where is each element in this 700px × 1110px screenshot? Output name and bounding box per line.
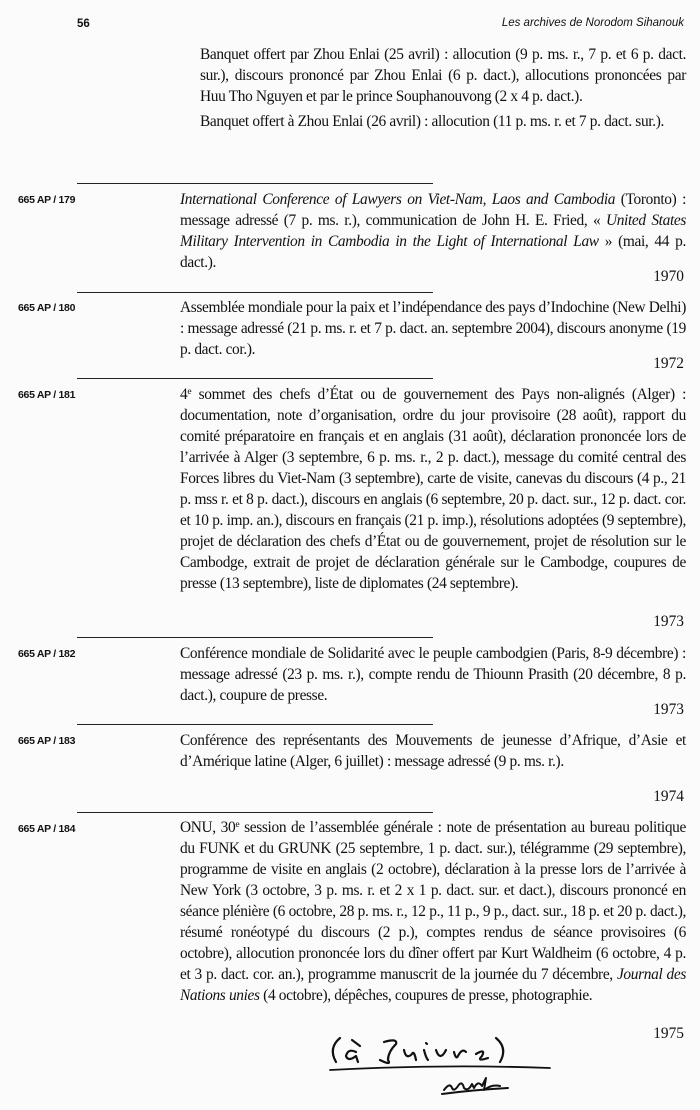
entry-description: 4e sommet des chefs d’État ou de gouvernement des Pays non-alignés (Alger) : documentation, note d’organisation, ordre du jour provisoire (28 août), rapport du comité préparatoire en français et en anglais (31 août), déclaration prononcée lors de l’arrivée à Alger (3 septembre, 6 p. ms. r., 2 p. dact.), message du comité central des Forces libres du Viet-Nam (3 septembre), carte de visite, canevas du discours (4 p., 21 p. mss r. et 8 p. dact.), discours en anglais (6 septembre, 20 p. dact. sur., 12 p. dact. cor. et 10 p. imp. an.), discours en français (21 p. imp.), résolutions adoptées (9 septembre), projet de déclaration des chefs d’État ou de gouvernement, projet de résolution sur le Cambodge, extrait de projet de déclaration générale sur le Cambodge, coupures de presse (13 septembre), liste de diplomates (24 septembre). — [180, 385, 686, 592]
entry-divider — [77, 378, 433, 379]
entry-description: International Conference of Lawyers on Viet-Nam, Laos and Cambodia (Toronto) : message adressé (7 p. ms. r.), communication de John H. E. Fried, « United States Military Intervention in Cambodia in the Light of International Law » (mai, 44 p. dact.). — [180, 191, 687, 271]
continuation-paragraph: Banquet offert à Zhou Enlai (26 avril) : allocution (11 p. ms. r. et 7 p. dact. sur.). — [200, 113, 664, 130]
entry-year: 1972 — [653, 355, 684, 372]
entry-description: Assemblée mondiale pour la paix et l’indépendance des pays d’Indochine (New Delhi) : message adressé (21 p. ms. r. et 7 p. dact. an. septembre 2004), discours anonyme (19 p. dact. cor.). — [180, 299, 686, 358]
entry-divider — [77, 724, 433, 725]
entry-code: 665 AP / 183 — [18, 735, 76, 747]
entry-year: 1973 — [653, 701, 684, 718]
entry-code: 665 AP / 180 — [18, 302, 76, 314]
continuation-paragraph: Banquet offert par Zhou Enlai (25 avril) : allocution (9 p. ms. r., 7 p. et 6 p. dact. sur.), discours prononcé par Zhou Enlai (6 p. dact.), allocutions prononcées par Huu Tho Nguyen et par le prince Souphanouvong (2 x 4 p. dact.). — [200, 46, 686, 105]
entry-divider — [77, 637, 433, 638]
journal-title: Journal des Nations unies — [180, 966, 686, 1004]
entry-divider — [77, 292, 433, 293]
page-number: 56 — [77, 18, 90, 30]
running-title: Les archives de Norodom Sihanouk — [501, 17, 684, 29]
entry-year: 1974 — [653, 788, 684, 805]
entry-code: 665 AP / 182 — [18, 648, 76, 660]
entry-year: 1970 — [653, 268, 684, 285]
entry-description: Conférence des représentants des Mouvements de jeunesse d’Afrique, d’Asie et d’Amérique latine (Alger, 6 juillet) : message adressé (9 p. ms. r.). — [180, 732, 686, 770]
handwritten-annotation — [322, 1030, 562, 1100]
entry-code: 665 AP / 179 — [18, 194, 76, 206]
communication-title: United States Military Intervention in Cambodia in the Light of International Law — [180, 212, 686, 250]
continuation-block — [200, 44, 686, 136]
entry-description: Conférence mondiale de Solidarité avec le peuple cambodgien (Paris, 8-9 décembre) : message adressé (23 p. ms. r.), compte rendu de Thiounn Prasith (20 décembre, 8 p. dact.), coupure de presse. — [180, 645, 686, 704]
entry-year: 1973 — [653, 613, 684, 630]
page-header — [0, 14, 700, 36]
entry-description: ONU, 30e session de l’assemblée générale : note de présentation au bureau politique du FUNK et du GRUNK (25 septembre, 1 p. dact. sur.), télégramme (29 septembre), programme de visite en anglais (2 octobre), déclaration à la presse lors de l’arrivée à New York (3 octobre, 3 p. ms. r. et 2 x 1 p. dact. sur. et dact.), discours prononcé en séance plénière (6 octobre, 28 p. ms. r., 12 p., 11 p., 9 p., dact. sur., 18 p. et 20 p. dact.), résumé ronéotypé du discours (2 p.), comptes rendus de séance provisoires (6 octobre), allocution prononcée lors du dîner offert par Kurt Waldheim (6 octobre, 4 p. et 3 p. dact. cor. an.), programme manuscrit de la journée du 7 décembre, Journal des Nations unies (4 octobre), dépêches, coupures de presse, photographie. — [180, 818, 686, 1004]
entry-code: 665 AP / 181 — [18, 389, 76, 401]
entry-divider — [77, 812, 433, 813]
conference-title: International Conference of Lawyers on Viet-Nam, Laos and Cambodia — [180, 191, 616, 208]
entry-code: 665 AP / 184 — [18, 823, 76, 835]
entry-divider — [77, 183, 433, 184]
entry-year: 1975 — [653, 1025, 684, 1042]
